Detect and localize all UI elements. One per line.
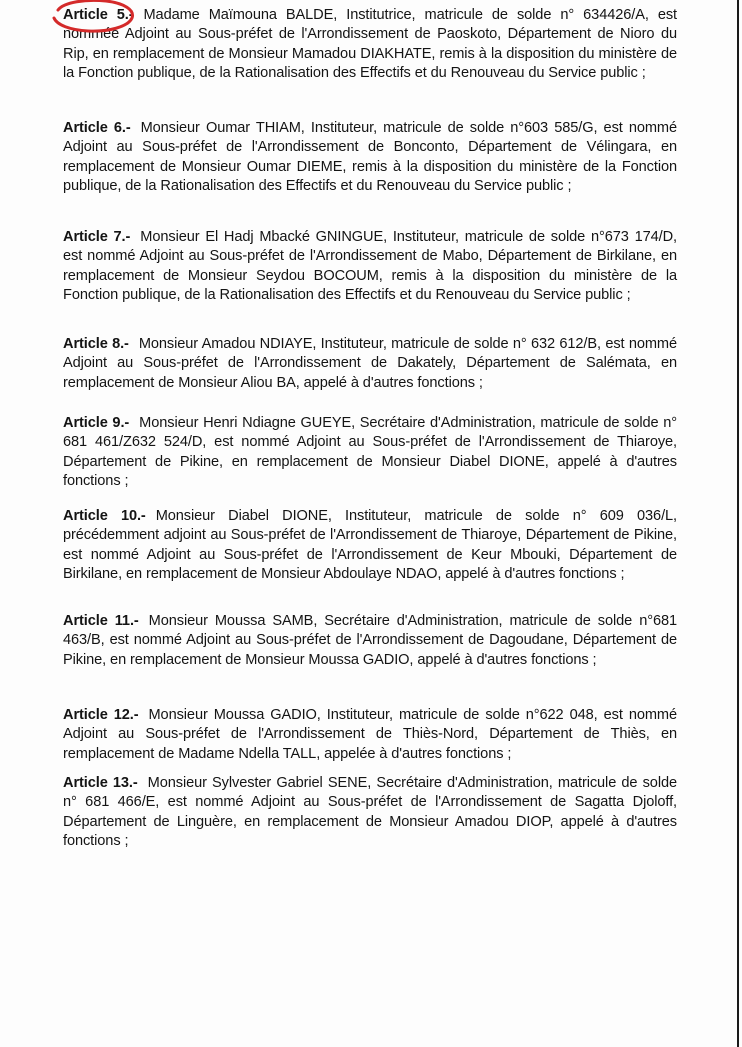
article-13 (63, 774, 677, 852)
article-9 (63, 414, 677, 492)
article-label: Article 13.- (63, 775, 138, 791)
article-text: Monsieur Moussa GADIO, Instituteur, matricule de solde n°622 048, est nommé Adjoint au Sous-préfet de l'Arrondissement de Thiès-Nord, Département de Thiès, en remplacement de Madame Ndella TALL, appelée à d'autres fonctions ; (63, 707, 677, 762)
article-label: Article 9.- (63, 415, 130, 431)
article-10 (63, 507, 677, 585)
article-label: Article 11.- (63, 613, 139, 629)
article-8 (63, 335, 677, 393)
article-12 (63, 706, 677, 764)
article-text: Monsieur Diabel DIONE, Instituteur, matricule de solde n° 609 036/L, précédemment adjoint au Sous-préfet de l'Arrondissement de Thiaroye, Département de Pikine, est nommé Adjoint au Sous-préfet de l'Arrondissement de Keur Mbouki, Département de Birkilane, en remplacement de Monsieur Abdoulaye NDAO, appelé à d'autres fonctions ; (63, 508, 677, 583)
article-text: Monsieur Henri Ndiagne GUEYE, Secrétaire d'Administration, matricule de solde n° 681 461/Z632 524/D, est nommé Adjoint au Sous-préfet de l'Arrondissement de Thiaroye, Département de Pikine, en remplacement de Monsieur Diabel DIONE, appelé à d'autres fonctions ; (63, 415, 677, 490)
article-text: Monsieur Moussa SAMB, Secrétaire d'Administration, matricule de solde n°681 463/B, est nommé Adjoint au Sous-préfet de l'Arrondissement de Dagoudane, Département de Pikine, en remplacement de Monsieur Moussa GADIO, appelé à d'autres fonctions ; (63, 613, 677, 668)
article-label: Article 8.- (63, 336, 129, 352)
article-label: Article 12.- (63, 707, 139, 723)
article-6 (63, 119, 677, 197)
article-label: Article 5.- (63, 7, 134, 23)
article-label: Article 6.- (63, 120, 131, 136)
article-11 (63, 612, 677, 670)
article-text: Monsieur Amadou NDIAYE, Instituteur, matricule de solde n° 632 612/B, est nommé Adjoint au Sous-préfet de l'Arrondissement de Dakately, Département de Salémata, en remplacement de Monsieur Aliou BA, appelé à d'autres fonctions ; (63, 336, 678, 391)
page-edge-line (737, 0, 739, 1047)
article-text: Monsieur El Hadj Mbacké GNINGUE, Instituteur, matricule de solde n°673 174/D, est nommé Adjoint au Sous-préfet de l'Arrondissement de Mabo, Département de Birkilane, en remplacement de Monsieur Seydou BOCOUM, remis à la disposition du ministère de la Fonction publique, de la Rationalisation des Effectifs et du Renouveau du Service public ; (63, 229, 678, 304)
article-text: Monsieur Oumar THIAM, Instituteur, matricule de solde n°603 585/G, est nommé Adjoint au Sous-préfet de l'Arrondissement de Bonconto, Département de Vélingara, en remplacement de Monsieur Oumar DIEME, remis à la disposition du ministère de la Fonction publique, de la Rationalisation des Effectifs et du Renouveau du Service public ; (63, 120, 678, 195)
article-text: Monsieur Sylvester Gabriel SENE, Secrétaire d'Administration, matricule de solde n° 681 466/E, est nommé Adjoint au Sous-préfet de l'Arrondissement de Sagatta Djoloff, Département de Linguère, en remplacement de Monsieur Amadou DIOP, appelé à d'autres fonctions ; (63, 775, 677, 850)
article-label: Article 7.- (63, 229, 131, 245)
article-text: Madame Maïmouna BALDE, Institutrice, matricule de solde n° 634426/A, est nommée Adjoint au Sous-préfet de l'Arrondissement de Paoskoto, Département de Nioro du Rip, en remplacement de Monsieur Mamadou DIAKHATE, remis à la disposition du ministère de la Fonction publique, de la Rationalisation des Effectifs et du Renouveau du Service public ; (63, 7, 678, 82)
article-7 (63, 228, 677, 306)
article-label: Article 10.- (63, 508, 146, 524)
article-5 (63, 6, 677, 84)
